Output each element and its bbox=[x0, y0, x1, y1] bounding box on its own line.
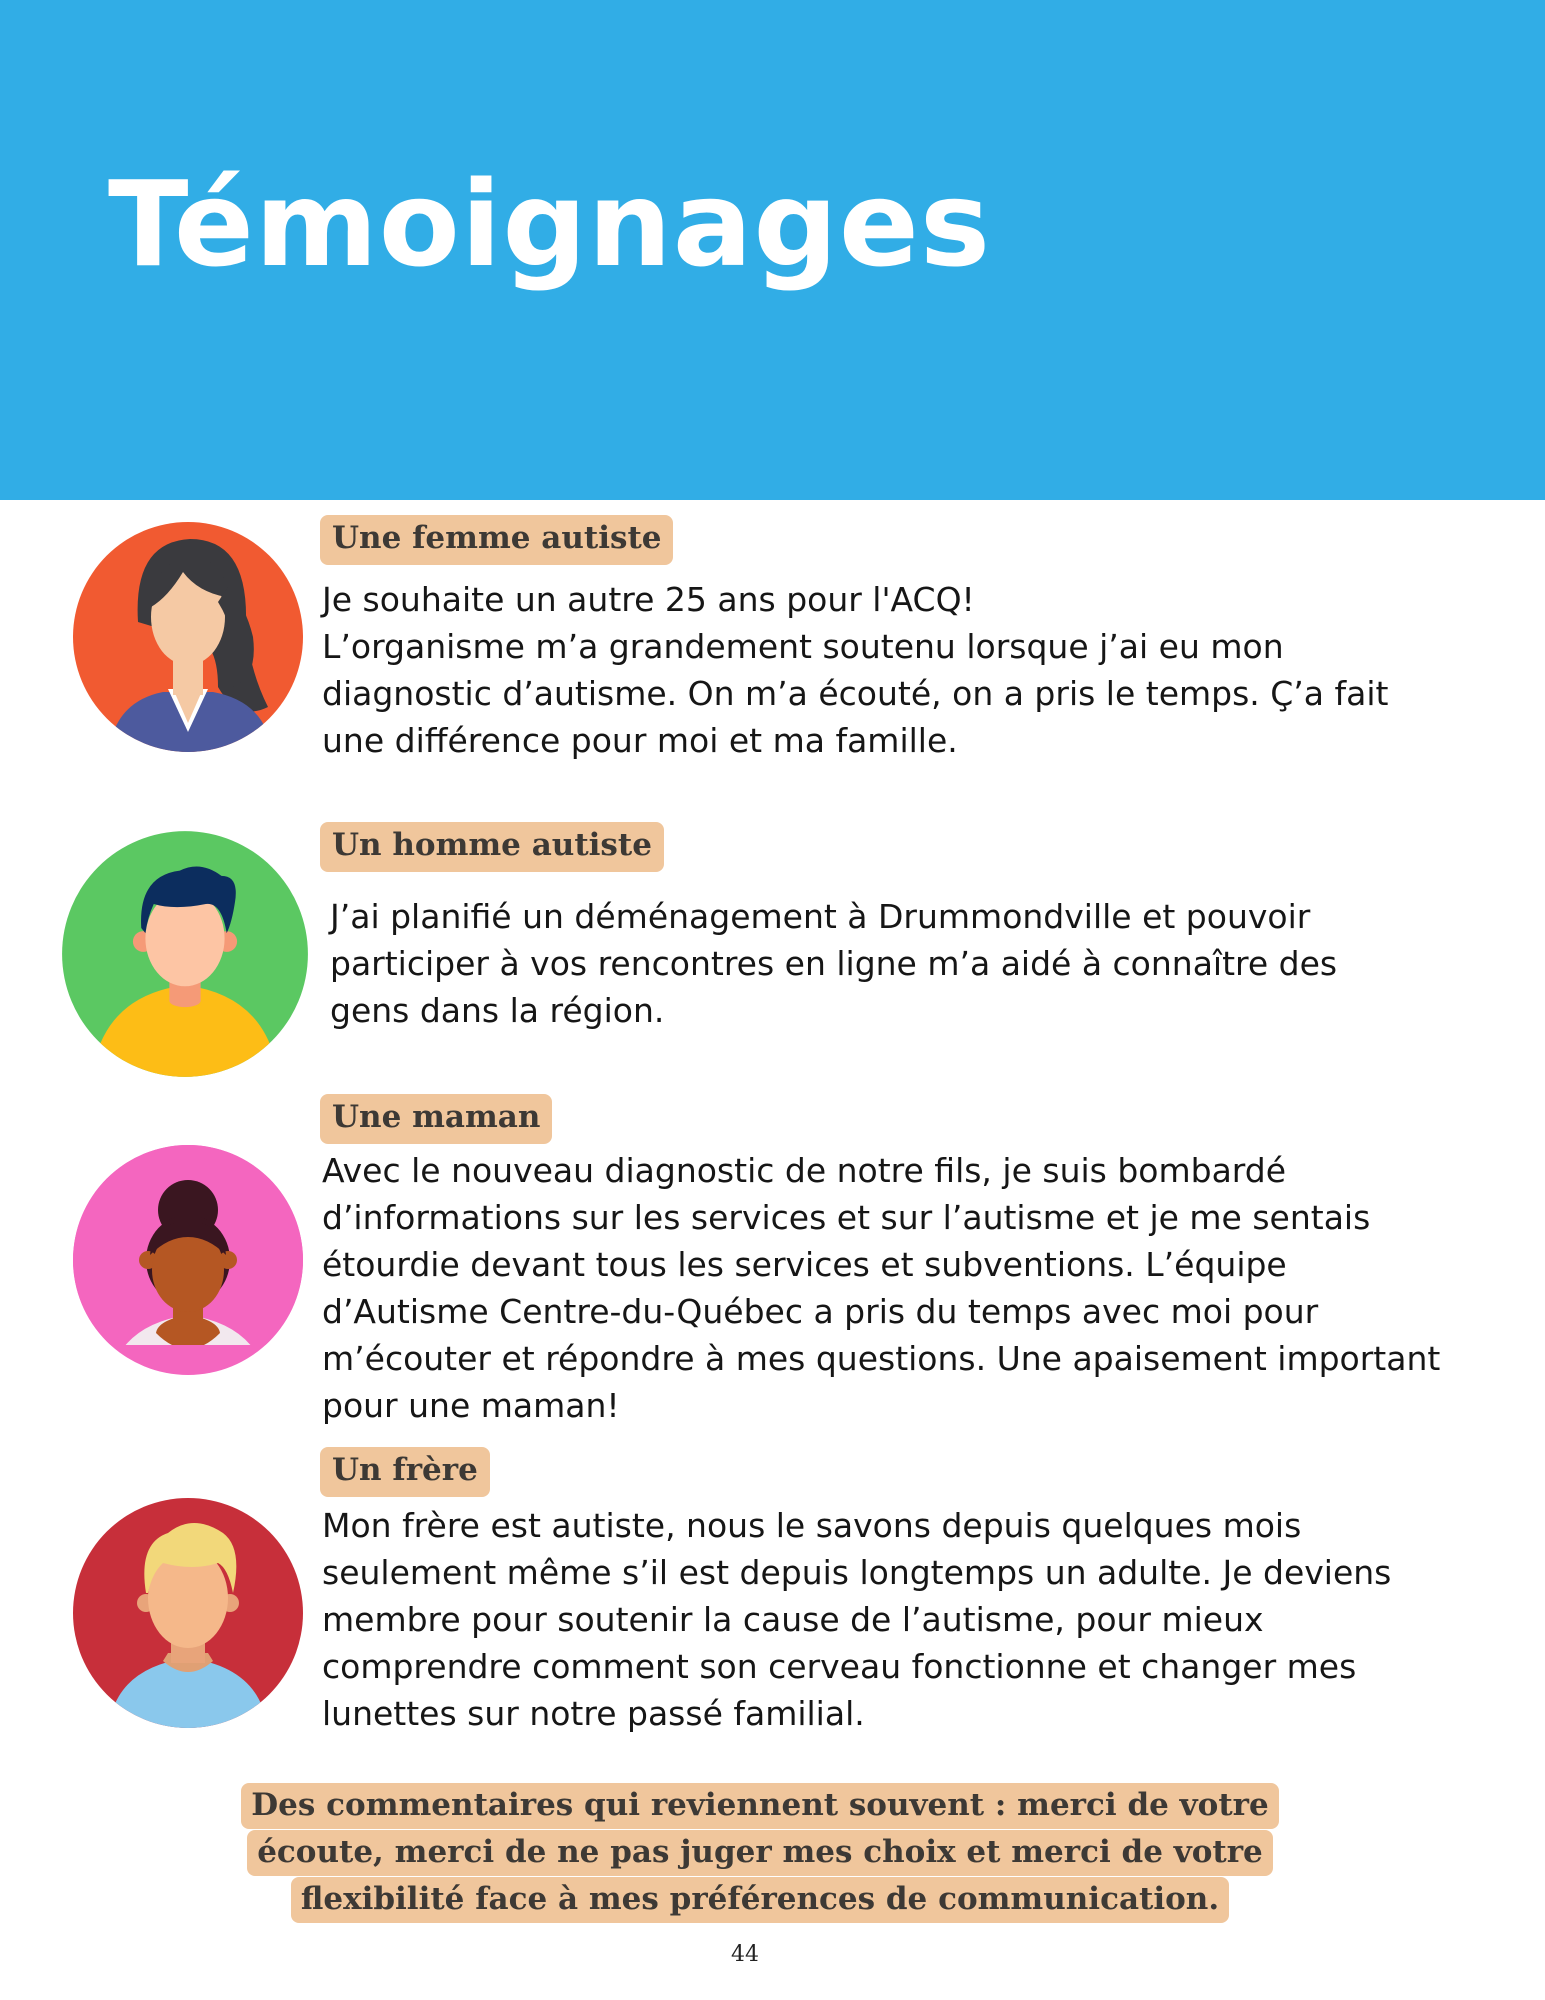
testimonial-tag: Une maman bbox=[320, 1094, 552, 1144]
man-avatar-icon bbox=[60, 829, 310, 1079]
testimonial-tag: Un homme autiste bbox=[320, 822, 664, 872]
mother-avatar-icon bbox=[68, 1145, 308, 1385]
header-banner bbox=[0, 0, 1545, 500]
page-title: Témoignages bbox=[108, 155, 992, 293]
testimonial-text: Je souhaite un autre 25 ans pour l'ACQ! L’organisme m’a grandement soutenu lorsque j’ai eu mon diagnostic d’autisme. On m’a écouté, on a pris le temps. Ç’a fait une différence pour moi et ma famille. bbox=[322, 580, 1389, 760]
conclusion-text: Des commentaires qui reviennent souvent : merci de votre écoute, merci de ne pas juger mes choix et merci de votre flexibilité face à mes préférences de communication. bbox=[241, 1783, 1278, 1923]
testimonial-tag: Une femme autiste bbox=[320, 515, 673, 565]
page-number: 44 bbox=[731, 1942, 759, 1967]
woman-avatar-icon bbox=[68, 517, 308, 757]
testimonial-tag: Un frère bbox=[320, 1447, 490, 1497]
testimonial-text: Avec le nouveau diagnostic de notre fils, je suis bombardé d’informations sur les services et sur l’autisme et je me sentais étourdie devant tous les services et subventions. L’équipe d’Autisme Centre-du-Québec a pris du temps avec moi pour m’écouter et répondre à mes questions. Une apaisement important pour une maman! bbox=[322, 1151, 1441, 1425]
testimonial-text: Mon frère est autiste, nous le savons depuis quelques mois seulement même s’il est depuis longtemps un adulte. Je deviens membre pour soutenir la cause de l’autisme, pour mieux comprendre comment son cerveau fonctionne et changer mes lunettes sur notre passé familial. bbox=[322, 1506, 1392, 1733]
testimonial-text: J’ai planifié un déménagement à Drummondville et pouvoir participer à vos rencontres en ligne m’a aidé à connaître des gens dans la région. bbox=[330, 897, 1338, 1030]
brother-avatar-icon bbox=[68, 1493, 308, 1733]
conclusion-quote bbox=[180, 1782, 1340, 1923]
